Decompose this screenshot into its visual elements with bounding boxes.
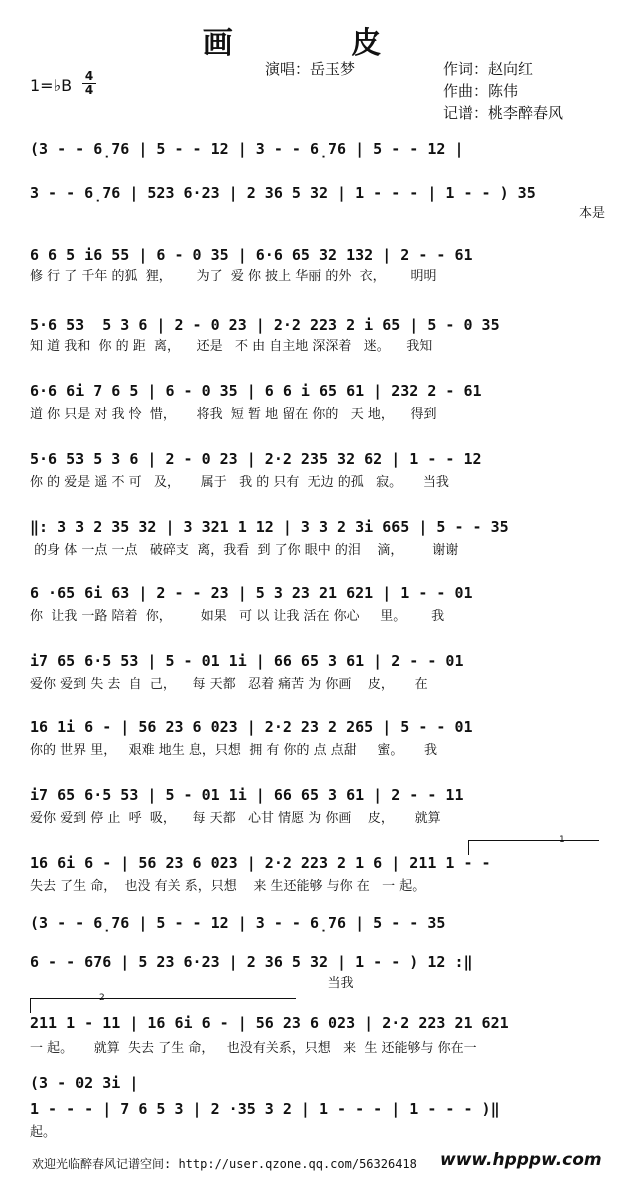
lyricist-credit: 作词：赵向红 [443,60,534,78]
time-signature [82,70,96,97]
lyric-line-12: 失去 了生 命， 也没 有关 系，只想 来 生还能够 与你 在 一 起。 [30,879,426,894]
notation-line-11: i7 65 6·5 53 | 5 - 01 1i | 66 65 3 61 | 2 - - 11 [30,786,464,804]
footer-text: 欢迎光临醉春风记谱空间: http://user.qzone.qq.com/56326418 [32,1157,417,1171]
notation-line-16: (3 - 02 3i | [30,1074,139,1092]
notation-line-6: 5·6 53 5 3 6 | 2 - 0 23 | 2·2 235 32 62 | 1 - - 12 [30,450,482,468]
volta-1-number: 1 [559,835,565,845]
notation-line-15: 211 1 - 11 | 16 6i 6 - | 56 23 6 023 | 2·2 223 21 621 [30,1014,509,1032]
notation-line-17: 1 - - - | 7 6 5 3 | 2 ·35 3 2 | 1 - - - | 1 - - - )‖ [30,1100,500,1118]
site-watermark: www.hpppw.com [440,1150,602,1170]
key-signature: 1=♭B [30,76,73,95]
notation-line-10: 16 1i 6 - | 56 23 6 023 | 2·2 23 2 265 | 5 - - 01 [30,718,473,736]
notation-line-14: 6 - - 676 | 5 23 6·23 | 2 36 5 32 | 1 - - ) 12 :‖ [30,953,473,971]
lyric-line-11: 爱你 爱到 停 止 呼 吸， 每 天都 心甘 情愿 为 你画 皮， 就算 [30,811,441,826]
singer-credit: 演唱：岳玉梦 [265,60,356,78]
notation-line-2: 3 - - 6̣76 | 523 6·23 | 2 36 5 32 | 1 - - - | 1 - - ) 35 [30,184,536,202]
time-bottom: 4 [84,83,94,97]
lyric-line-15: 一 起。 就算 失去 了生 命， 也没有关系，只想 来 生 还能够与 你在一 [30,1041,477,1056]
notation-line-12: 16 6i 6 - | 56 23 6 023 | 2·2 223 2 1 6 | 211 1 - - [30,854,491,872]
volta-2-number: 2 [99,993,105,1003]
notation-line-9: i7 65 6·5 53 | 5 - 01 1i | 66 65 3 61 | 2 - - 01 [30,652,464,670]
composer-credit: 作曲：陈伟 [443,82,519,100]
lyric-line-14: 当我 [30,976,354,991]
lyric-line-9: 爱你 爱到 失 去 自 己， 每 天都 忍着 痛苦 为 你画 皮， 在 [30,677,428,692]
lyric-line-8: 你 让我 一路 陪着 你， 如果 可 以 让我 活在 你心 里。 我 [30,609,445,624]
notation-line-5: 6·6 6i 7 6 5 | 6 - 0 35 | 6 6 i 65 61 | 232 2 - 61 [30,382,482,400]
notation-line-13: (3 - - 6̣76 | 5 - - 12 | 3 - - 6̣76 | 5 - - 35 [30,914,446,932]
lyric-line-2: 本是 [578,206,605,221]
notation-line-8: 6 ·65 6i 63 | 2 - - 23 | 5 3 23 21 621 | 1 - - 01 [30,584,473,602]
notation-line-7: ‖: 3 3 2 35 32 | 3 321 1 12 | 3 3 2 3i 665 | 5 - - 35 [30,518,509,536]
lyric-line-10: 你的 世界 里， 艰难 地生 息，只想 拥 有 你的 点 点甜 蜜。 我 [30,743,438,758]
transcriber-credit: 记谱：桃李醉春风 [443,104,564,122]
notation-line-3: 6 6 5 i6 55 | 6 - 0 35 | 6·6 65 32 132 | 2 - - 61 [30,246,473,264]
lyric-line-7: 的身 体 一点 一点 破碎支 离，我看 到 了你 眼中 的泪 滴， 谢谢 [30,543,459,558]
lyric-line-3: 修 行 了 千年 的狐 狸， 为了 爱 你 披上 华丽 的外 衣， 明明 [30,269,437,284]
song-title: 画 皮 [202,26,436,61]
notation-line-4: 5·6 53 5 3 6 | 2 - 0 23 | 2·2 223 2 i 65 | 5 - 0 35 [30,316,500,334]
volta-2-bracket [30,993,296,1013]
lyric-line-5: 道 你 只是 对 我 怜 惜， 将我 短 暂 地 留在 你的 天 地， 得到 [30,407,437,422]
lyric-line-4: 知 道 我和 你 的 距 离， 还是 不 由 自主地 深深着 迷。 我知 [30,339,433,354]
time-top: 4 [84,69,94,83]
notation-line-1: (3 - - 6̣76 | 5 - - 12 | 3 - - 6̣76 | 5 - - 12 | [30,140,464,158]
lyric-line-17: 起。 [30,1125,57,1140]
lyric-line-6: 你 的 爱是 遥 不 可 及， 属于 我 的 只有 无边 的孤 寂。 当我 [30,475,449,490]
